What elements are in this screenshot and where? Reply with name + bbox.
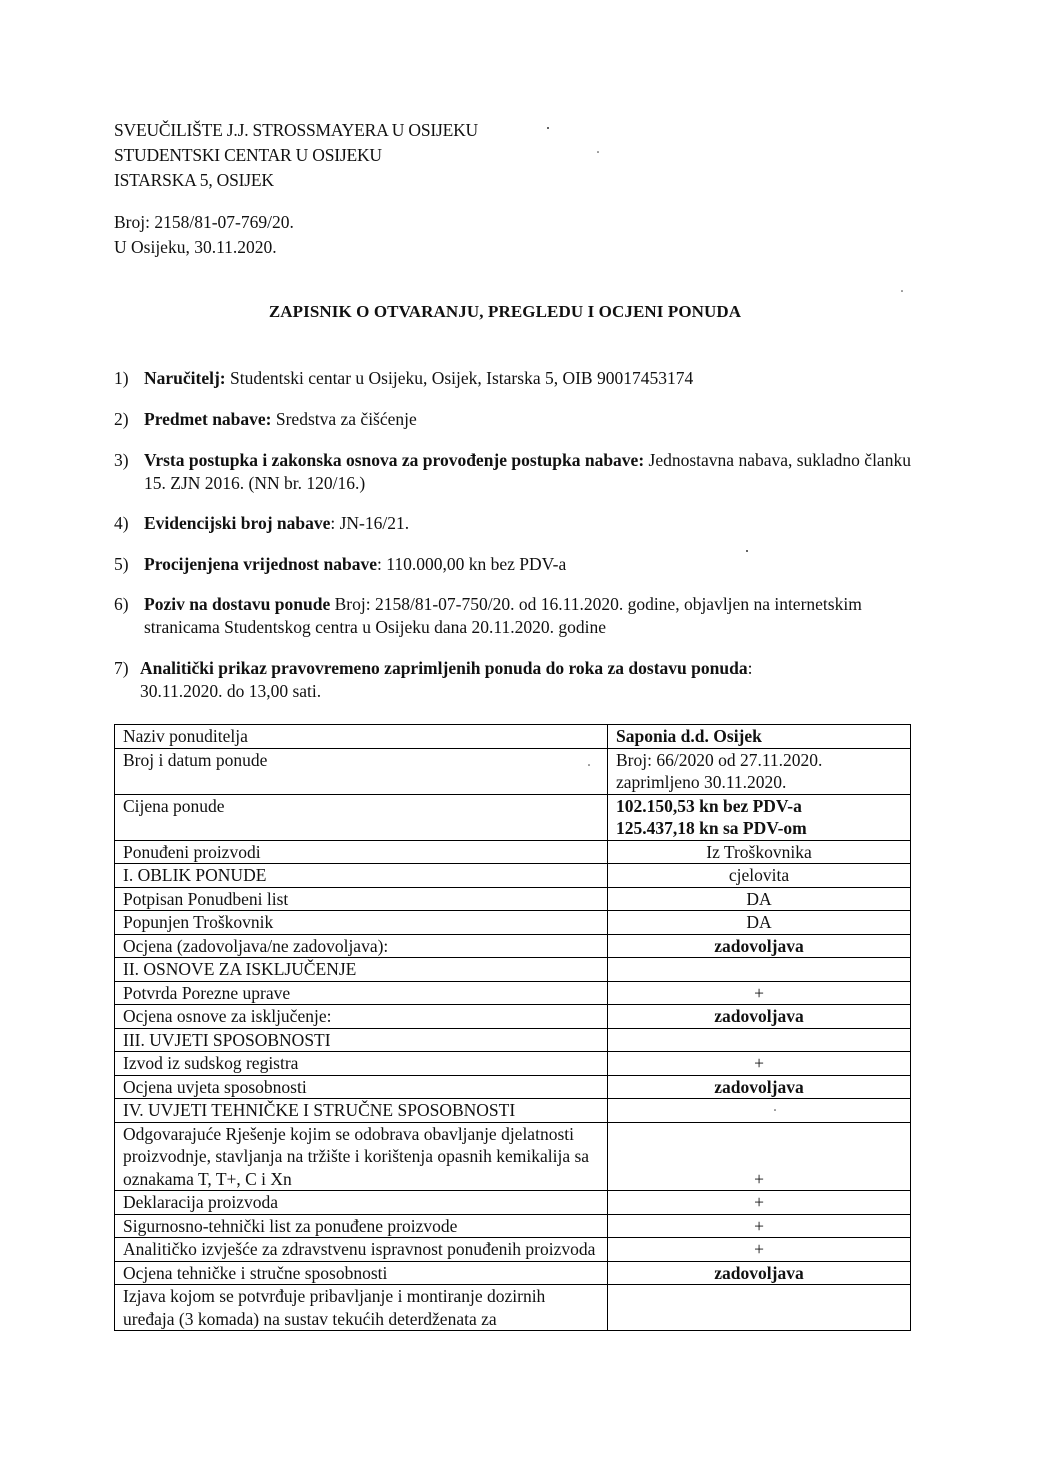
reference-number: Broj: 2158/81-07-769/20. [114, 212, 294, 232]
value-text: Broj: 66/2020 od 27.11.2020. [616, 749, 823, 770]
item-text: Jednostavna nabava, sukladno članku 15. ZJN 2016. (NN br. 120/16.) [144, 450, 911, 493]
criterion-text: Ponuđeni proizvodi [123, 841, 261, 862]
criterion-text: Ocjena (zadovoljava/ne zadovoljava): [123, 935, 389, 956]
criterion-text: Naziv ponuditelja [123, 726, 248, 746]
value-text: + [754, 1168, 764, 1189]
value-text: zadovoljava [714, 1262, 804, 1283]
item-number: 1) [114, 368, 129, 388]
value-text: zadovoljava [714, 1076, 804, 1097]
criterion-text: III. UVJETI SPOSOBNOSTI [123, 1029, 331, 1050]
criterion-text: Broj i datum ponude [123, 749, 268, 770]
item-label: Evidencijski broj nabave [144, 513, 331, 533]
item-number: 3) [114, 450, 129, 470]
item-number: 5) [114, 554, 129, 574]
value-text: DA [746, 912, 772, 932]
criterion-text: Sigurnosno-tehnički list za ponuđene proizvode [123, 1215, 458, 1236]
criterion-text: Potpisan Ponudbeni list [123, 888, 289, 909]
scan-speck [547, 127, 549, 129]
item-number: 6) [114, 594, 129, 614]
item-number: 7) [114, 658, 129, 678]
header-student-center: STUDENTSKI CENTAR U OSIJEKU [114, 145, 382, 165]
value-text: Iz Troškovnika [706, 841, 812, 862]
value-text: zadovoljava [714, 935, 804, 956]
item-text: Sredstva za čišćenje [271, 409, 417, 429]
value-text: Saponia d.d. Osijek [616, 726, 762, 746]
value-text: + [754, 1239, 764, 1259]
scan-speck [746, 550, 748, 552]
criterion-text: II. OSNOVE ZA ISKLJUČENJE [123, 959, 357, 979]
scan-speck [597, 151, 599, 153]
item-text: : [747, 658, 753, 678]
criterion-text: Ocjena tehničke i stručne sposobnosti [123, 1262, 388, 1283]
header-university: SVEUČILIŠTE J.J. STROSSMAYERA U OSIJEKU [114, 120, 478, 140]
document-title: ZAPISNIK O OTVARANJU, PREGLEDU I OCJENI PONUDA [268, 302, 742, 321]
value-text-line2: 125.437,18 kn sa PDV-om [616, 818, 807, 838]
item-label: Vrsta postupka i zakonska osnova za provođenje postupka nabave: [144, 450, 645, 470]
criterion-text: Potvrda Porezne uprave [123, 982, 291, 1003]
value-text: + [754, 982, 764, 1003]
value-text: + [754, 1053, 764, 1073]
criterion-text: Cijena ponude [123, 795, 225, 816]
item-number: 2) [114, 409, 129, 429]
item-number: 4) [114, 513, 129, 533]
criterion-text: Izjava kojom se potvrđuje pribavljanje i montiranje dozirnih uređaja (3 komada) na sustav tekućih deterdženata za [123, 1286, 546, 1329]
criterion-text: Ocjena osnove za isključenje: [123, 1006, 332, 1026]
item-text: Broj: 2158/81-07-750/20. od 16.11.2020. godine, objavljen na internetskim stranicama Studentskog centra u Osijeku dana 20.11.2020. godine [144, 594, 862, 637]
value-text: zadovoljava [714, 1006, 804, 1026]
item-text: : JN-16/21. [330, 513, 410, 533]
scan-speck [901, 290, 903, 292]
item-deadline: 30.11.2020. do 13,00 sati. [140, 681, 322, 701]
item-label: Predmet nabave: [144, 409, 272, 429]
item-label: Procijenjena vrijednost nabave [144, 554, 377, 574]
criterion-text: Ocjena uvjeta sposobnosti [123, 1076, 307, 1097]
criterion-text: Odgovarajuće Rješenje kojim se odobrava obavljanje djelatnosti proizvodnje, stavljanja na tržište i korištenja opasnih kemikalija sa oznakama T, T+, C i Xn [123, 1123, 590, 1189]
scan-speck [588, 764, 590, 766]
value-text: 102.150,53 kn bez PDV-a [616, 795, 802, 816]
criterion-text: Izvod iz sudskog registra [123, 1053, 299, 1073]
reference-place-date: U Osijeku, 30.11.2020. [114, 237, 277, 257]
item-label: Analitički prikaz pravovremeno zaprimljenih ponuda do roka za dostavu ponuda [140, 658, 748, 678]
item-label: Naručitelj: [144, 368, 226, 388]
criterion-text: IV. UVJETI TEHNIČKE I STRUČNE SPOSOBNOSTI [123, 1100, 516, 1120]
value-text-line2: zaprimljeno 30.11.2020. [616, 772, 787, 792]
value-text: cjelovita [728, 865, 790, 885]
criterion-text: Analitičko izvješće za zdravstvenu ispravnost ponuđenih proizvoda [123, 1239, 596, 1259]
item-text: Studentski centar u Osijeku, Osijek, Istarska 5, OIB 90017453174 [225, 368, 694, 388]
criterion-text: Popunjen Troškovnik [123, 912, 274, 932]
header-address: ISTARSKA 5, OSIJEK [114, 170, 274, 190]
item-text: : 110.000,00 kn bez PDV-a [377, 554, 567, 574]
value-text: DA [746, 888, 772, 909]
scan-speck [774, 1109, 776, 1111]
value-text: + [754, 1215, 764, 1236]
item-label: Poziv na dostavu ponude [144, 594, 331, 614]
criterion-text: Deklaracija proizvoda [123, 1192, 278, 1212]
criterion-text: I. OBLIK PONUDE [123, 865, 267, 885]
value-text: + [754, 1192, 764, 1212]
